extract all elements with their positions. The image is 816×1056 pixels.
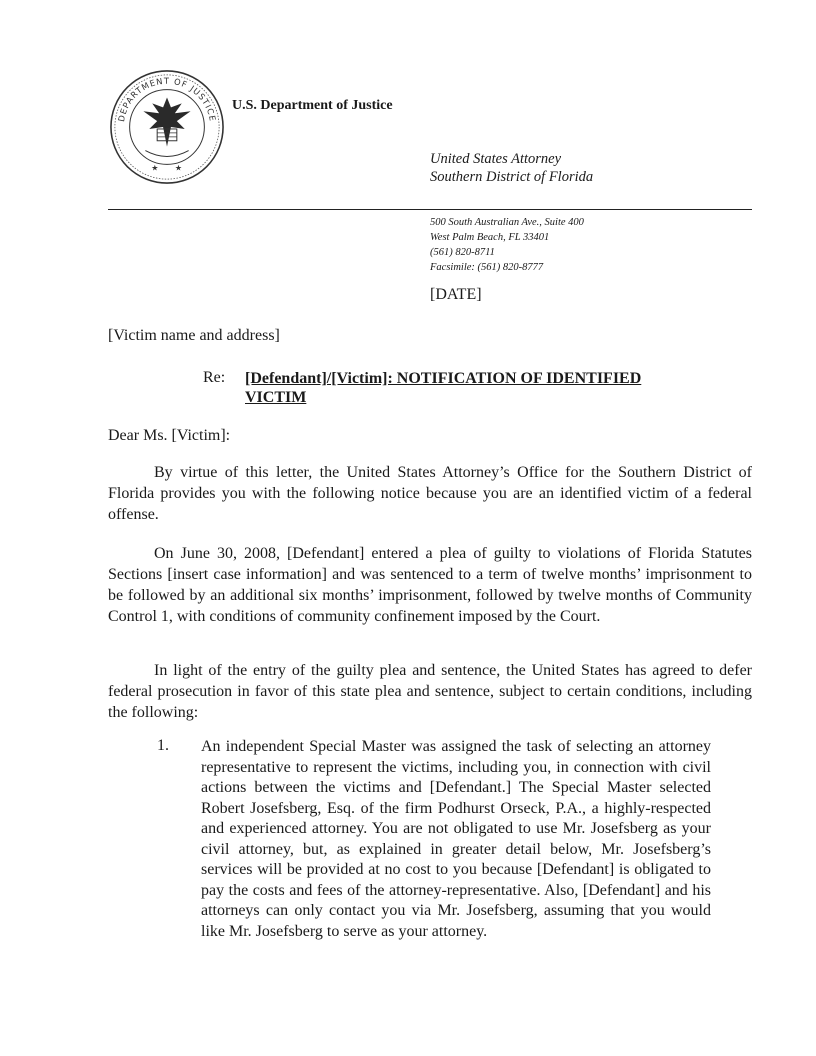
- doj-seal-icon: [108, 68, 226, 186]
- list-item-number: 1.: [157, 737, 169, 754]
- address-fax: Facsimile: (561) 820-8777: [430, 262, 544, 273]
- address-street: 500 South Australian Ave., Suite 400: [430, 217, 584, 228]
- office-address: [430, 215, 584, 275]
- address-phone: (561) 820-8711: [430, 247, 495, 258]
- recipient-address: [Victim name and address]: [108, 327, 280, 344]
- office-district: Southern District of Florida: [430, 169, 594, 185]
- svg-text:DEPARTMENT OF JUSTICE: DEPARTMENT OF JUSTICE: [116, 75, 218, 123]
- svg-text:★: ★: [151, 163, 159, 173]
- office-block: [430, 150, 593, 186]
- list-item-text: An independent Special Master was assigned the task of selecting an attorney representative to represent the victims, including you, in connection with civil actions between the victims and [Defendant.] The Special Master selected Robert Josefsberg, Esq. of the firm Podhurst Orseck, P.A., a highly-respected and experienced attorney. You are not obligated to use Mr. Josefsberg as your civil attorney, but, as explained in greater detail below, Mr. Josefsberg’s services will be provided at no cost to you because [Defendant] is obligated to pay the costs and fees of the attorney-representative. Also, [Defendant] and his attorneys can only contact you via Mr. Josefsberg, assuming that you would like Mr. Josefsberg to serve as your attorney.: [201, 738, 711, 940]
- re-label: Re:: [203, 369, 226, 386]
- letter-date: [DATE]: [430, 286, 482, 303]
- body-paragraph-2: On June 30, 2008, [Defendant] entered a plea of guilty to violations of Florida Statutes Sections [insert case information] and was sentenced to a term of twelve months’ imprisonment to be followed by an additional six months’ imprisonment, followed by twelve months of Community Control 1, with conditions of community confinement imposed by the Court.: [108, 545, 752, 625]
- department-name: U.S. Department of Justice: [232, 98, 393, 113]
- body-paragraph-1: By virtue of this letter, the United States Attorney’s Office for the Southern District of Florida provides you with the following notice because you are an identified victim of a federal offense.: [108, 464, 752, 523]
- office-title: United States Attorney: [430, 151, 562, 167]
- address-city: West Palm Beach, FL 33401: [430, 232, 550, 243]
- header-divider: [108, 209, 752, 210]
- re-subject: [Defendant]/[Victim]: NOTIFICATION OF IDENTIFIED VICTIM: [245, 370, 642, 406]
- salutation: Dear Ms. [Victim]:: [108, 427, 231, 444]
- svg-text:★: ★: [174, 163, 182, 173]
- body-paragraph-3: In light of the entry of the guilty plea and sentence, the United States has agreed to defer federal prosecution in favor of this state plea and sentence, subject to certain conditions, including the following:: [108, 662, 752, 721]
